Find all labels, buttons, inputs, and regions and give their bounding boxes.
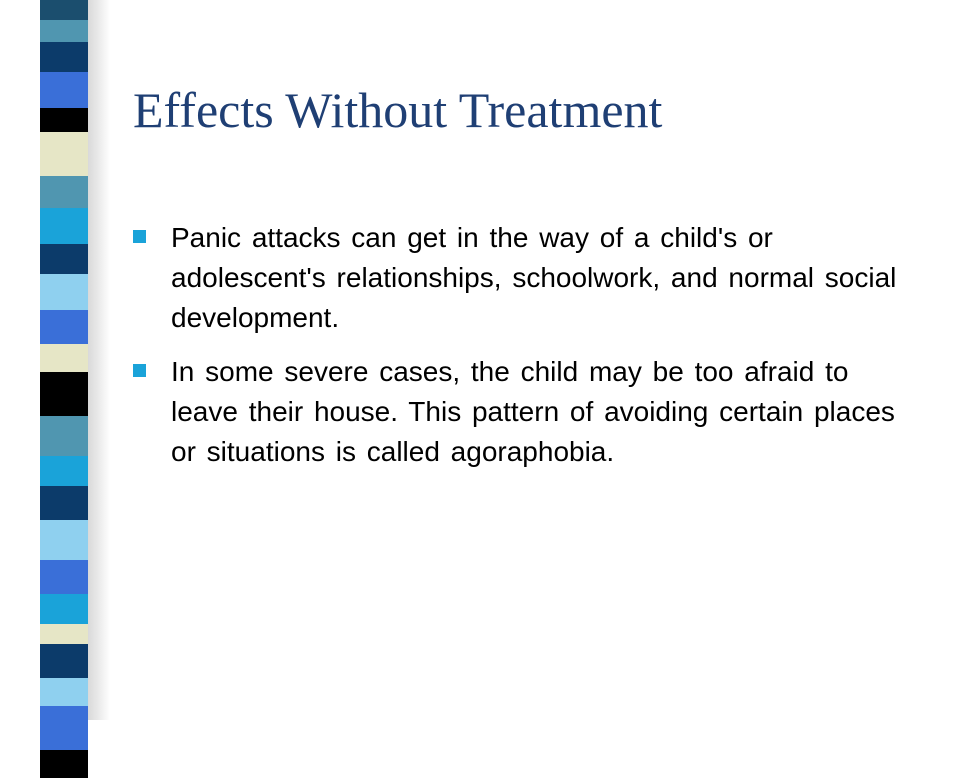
bullet-list: [133, 218, 923, 486]
decorative-stripe: [40, 372, 88, 416]
decorative-stripe: [40, 0, 88, 20]
decorative-stripe: [40, 456, 88, 486]
decorative-stripe: [40, 486, 88, 520]
decorative-stripe: [40, 520, 88, 560]
bullet-text: In some severe cases, the child may be too afraid to leave their house. This pattern of avoiding certain places or situations is called agoraphobia.: [171, 356, 895, 467]
decorative-stripe: [40, 310, 88, 344]
decorative-stripe: [40, 72, 88, 108]
decorative-stripe: [40, 132, 88, 176]
square-bullet-icon: [133, 364, 146, 377]
decorative-stripe: [40, 678, 88, 706]
square-bullet-icon: [133, 230, 146, 243]
decorative-stripe: [40, 644, 88, 678]
bullet-text: Panic attacks can get in the way of a child's or adolescent's relationships, schoolwork, and normal social development.: [171, 222, 897, 333]
bullet-item: [133, 352, 923, 472]
decorative-stripe: [40, 244, 88, 274]
stripe-column: [40, 0, 88, 720]
decorative-stripe: [40, 208, 88, 244]
decorative-stripe: [40, 274, 88, 310]
decorative-stripe-bar: [0, 0, 110, 720]
bullet-item: [133, 218, 923, 338]
decorative-stripe: [40, 416, 88, 456]
decorative-stripe: [40, 706, 88, 750]
decorative-stripe: [40, 344, 88, 372]
slide-title: Effects Without Treatment: [133, 82, 663, 138]
decorative-stripe: [40, 108, 88, 132]
decorative-stripe: [40, 176, 88, 208]
decorative-stripe: [40, 42, 88, 72]
decorative-stripe: [40, 750, 88, 778]
decorative-stripe: [40, 624, 88, 644]
decorative-stripe: [40, 594, 88, 624]
stripe-bar-shadow: [86, 0, 110, 720]
decorative-stripe: [40, 560, 88, 594]
decorative-stripe: [40, 20, 88, 42]
